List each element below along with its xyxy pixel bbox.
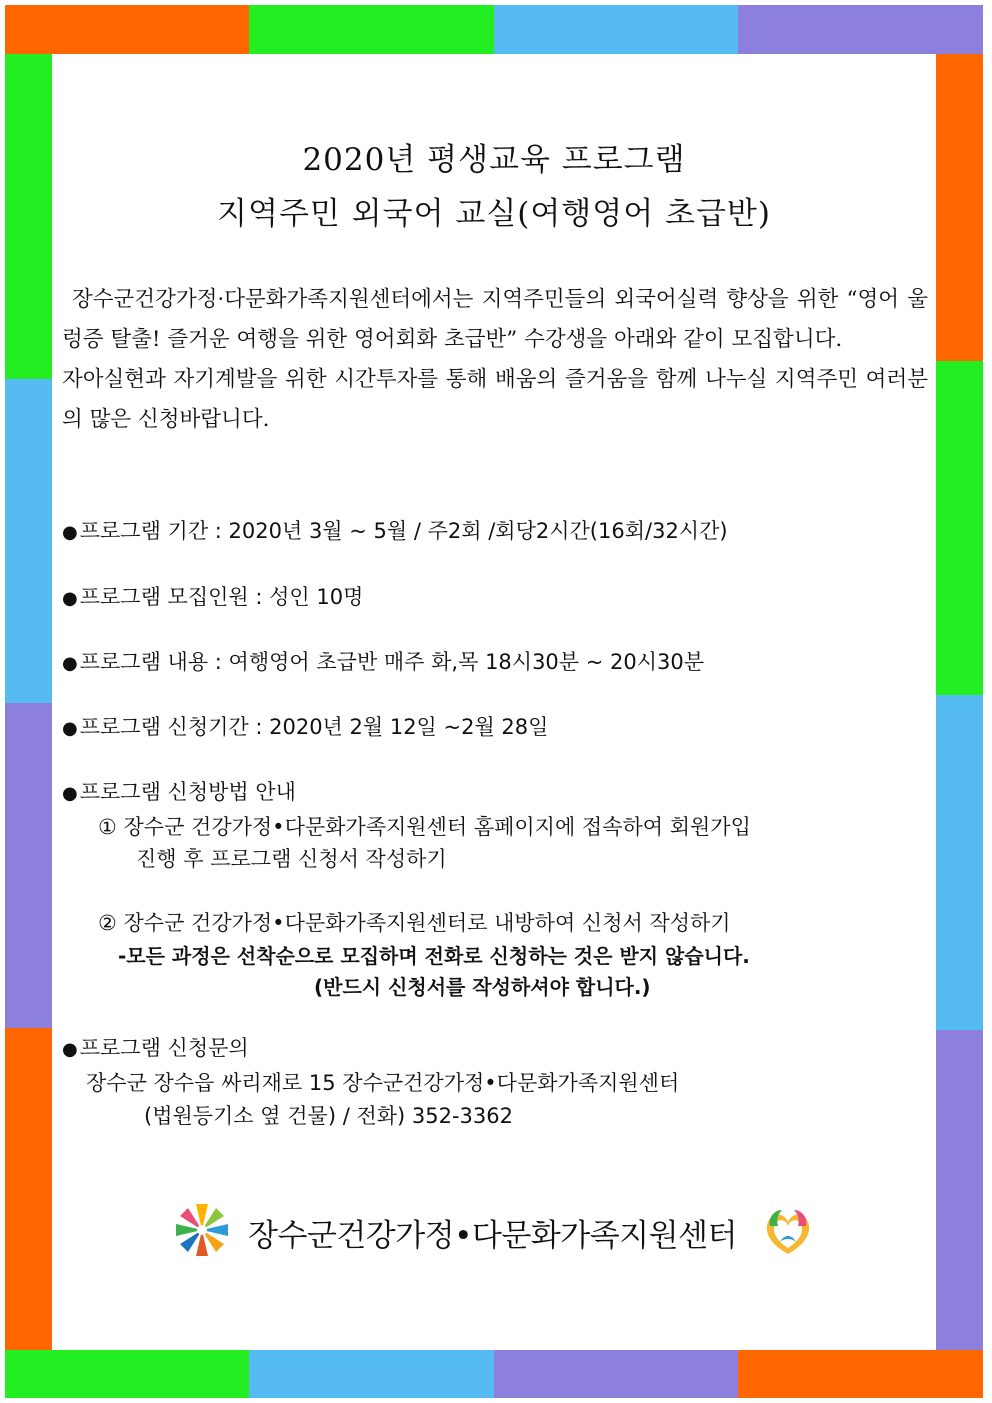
frame-right-green <box>936 361 983 695</box>
frame-left-orange <box>5 1028 52 1350</box>
family-heart-logo-icon <box>760 1204 816 1260</box>
item-application-method <box>62 776 932 806</box>
item-capacity-value: 성인 10명 <box>269 585 364 609</box>
frame-right-sky <box>936 695 983 1030</box>
intro-paragraph-1: 장수군건강가정·다문화가족지원센터에서는 지역주민들의 외국어실력 향상을 위한 “영어 울렁증 탈출! 즐거운 여행을 위한 영어회화 초급반” 수강생을 아래와 같이 모집합니다. <box>62 287 928 352</box>
frame-right-orange <box>936 54 983 361</box>
title-line-1: 2020년 평생교육 프로그램 <box>302 142 686 178</box>
frame-top-orange <box>5 5 249 54</box>
item-content-label: 프로그램 내용 : <box>79 650 229 674</box>
bullet-pin-icon: ● <box>62 522 78 543</box>
frame-top-purple <box>738 5 983 54</box>
intro-text <box>62 280 928 440</box>
bullet-pin-icon: ● <box>62 653 78 674</box>
item-capacity-label: 프로그램 모집인원 : <box>79 585 270 609</box>
title-line-2: 지역주민 외국어 교실(여행영어 초급반) <box>217 196 771 232</box>
bullet-pin-icon: ● <box>62 783 78 804</box>
frame-top-sky <box>494 5 738 54</box>
item-period-label: 프로그램 기간 : <box>79 519 229 543</box>
footer-org-name: 장수군건강가정•다문화가족지원센터 <box>248 1218 737 1254</box>
item-capacity <box>62 581 932 611</box>
item-application-period-label: 프로그램 신청기간 : <box>79 715 270 739</box>
item-application-period-value: 2020년 2월 12일 ~2월 28일 <box>269 715 549 739</box>
bullet-pin-icon: ● <box>62 588 78 609</box>
method-1-line-2: 진행 후 프로그램 신청서 작성하기 <box>136 847 447 871</box>
item-period <box>62 515 932 545</box>
frame-bottom-sky <box>249 1350 494 1398</box>
method-2: ② 장수군 건강가정•다문화가족지원센터로 내방하여 신청서 작성하기 <box>98 911 731 935</box>
frame-left-green <box>5 54 52 379</box>
item-inquiry-label: 프로그램 신청문의 <box>79 1036 249 1060</box>
frame-bottom-purple <box>494 1350 738 1398</box>
item-application-method-label: 프로그램 신청방법 안내 <box>79 780 296 804</box>
item-application-period <box>62 711 932 741</box>
frame-bottom-green <box>5 1350 249 1398</box>
item-inquiry <box>62 1032 932 1062</box>
method-1-line-1: ① 장수군 건강가정•다문화가족지원센터 홈페이지에 접속하여 회원가입 <box>98 815 751 839</box>
intro-paragraph-2: 자아실현과 자기계발을 위한 시간투자를 통해 배움의 즐거움을 함께 나누실 지역주민 여러분의 많은 신청바랍니다. <box>62 367 928 432</box>
bullet-pin-icon: ● <box>62 718 78 739</box>
frame-right-purple <box>936 1030 983 1350</box>
item-content-value: 여행영어 초급반 매주 화,목 18시30분 ~ 20시30분 <box>228 650 705 674</box>
bullet-pin-icon: ● <box>62 1039 78 1060</box>
item-content <box>62 646 932 676</box>
item-period-value: 2020년 3월 ~ 5월 / 주2회 /회당2시간(16회/32시간) <box>228 519 728 543</box>
notice-line-1: -모든 과정은 선착순으로 모집하며 전화로 신청하는 것은 받지 않습니다. <box>118 944 750 968</box>
notice-line-2: (반드시 신청서를 작성하셔야 합니다.) <box>314 975 651 999</box>
inquiry-address: 장수군 장수읍 싸리재로 15 장수군건강가정•다문화가족지원센터 <box>86 1071 680 1095</box>
frame-top-green <box>249 5 494 54</box>
pinwheel-logo-icon <box>172 1200 232 1260</box>
frame-bottom-orange <box>738 1350 983 1398</box>
frame-left-purple <box>5 703 52 1028</box>
document-body <box>52 54 936 1350</box>
frame-left-sky <box>5 379 52 703</box>
inquiry-building-phone: (법원등기소 옆 건물) / 전화) 352-3362 <box>144 1104 513 1128</box>
